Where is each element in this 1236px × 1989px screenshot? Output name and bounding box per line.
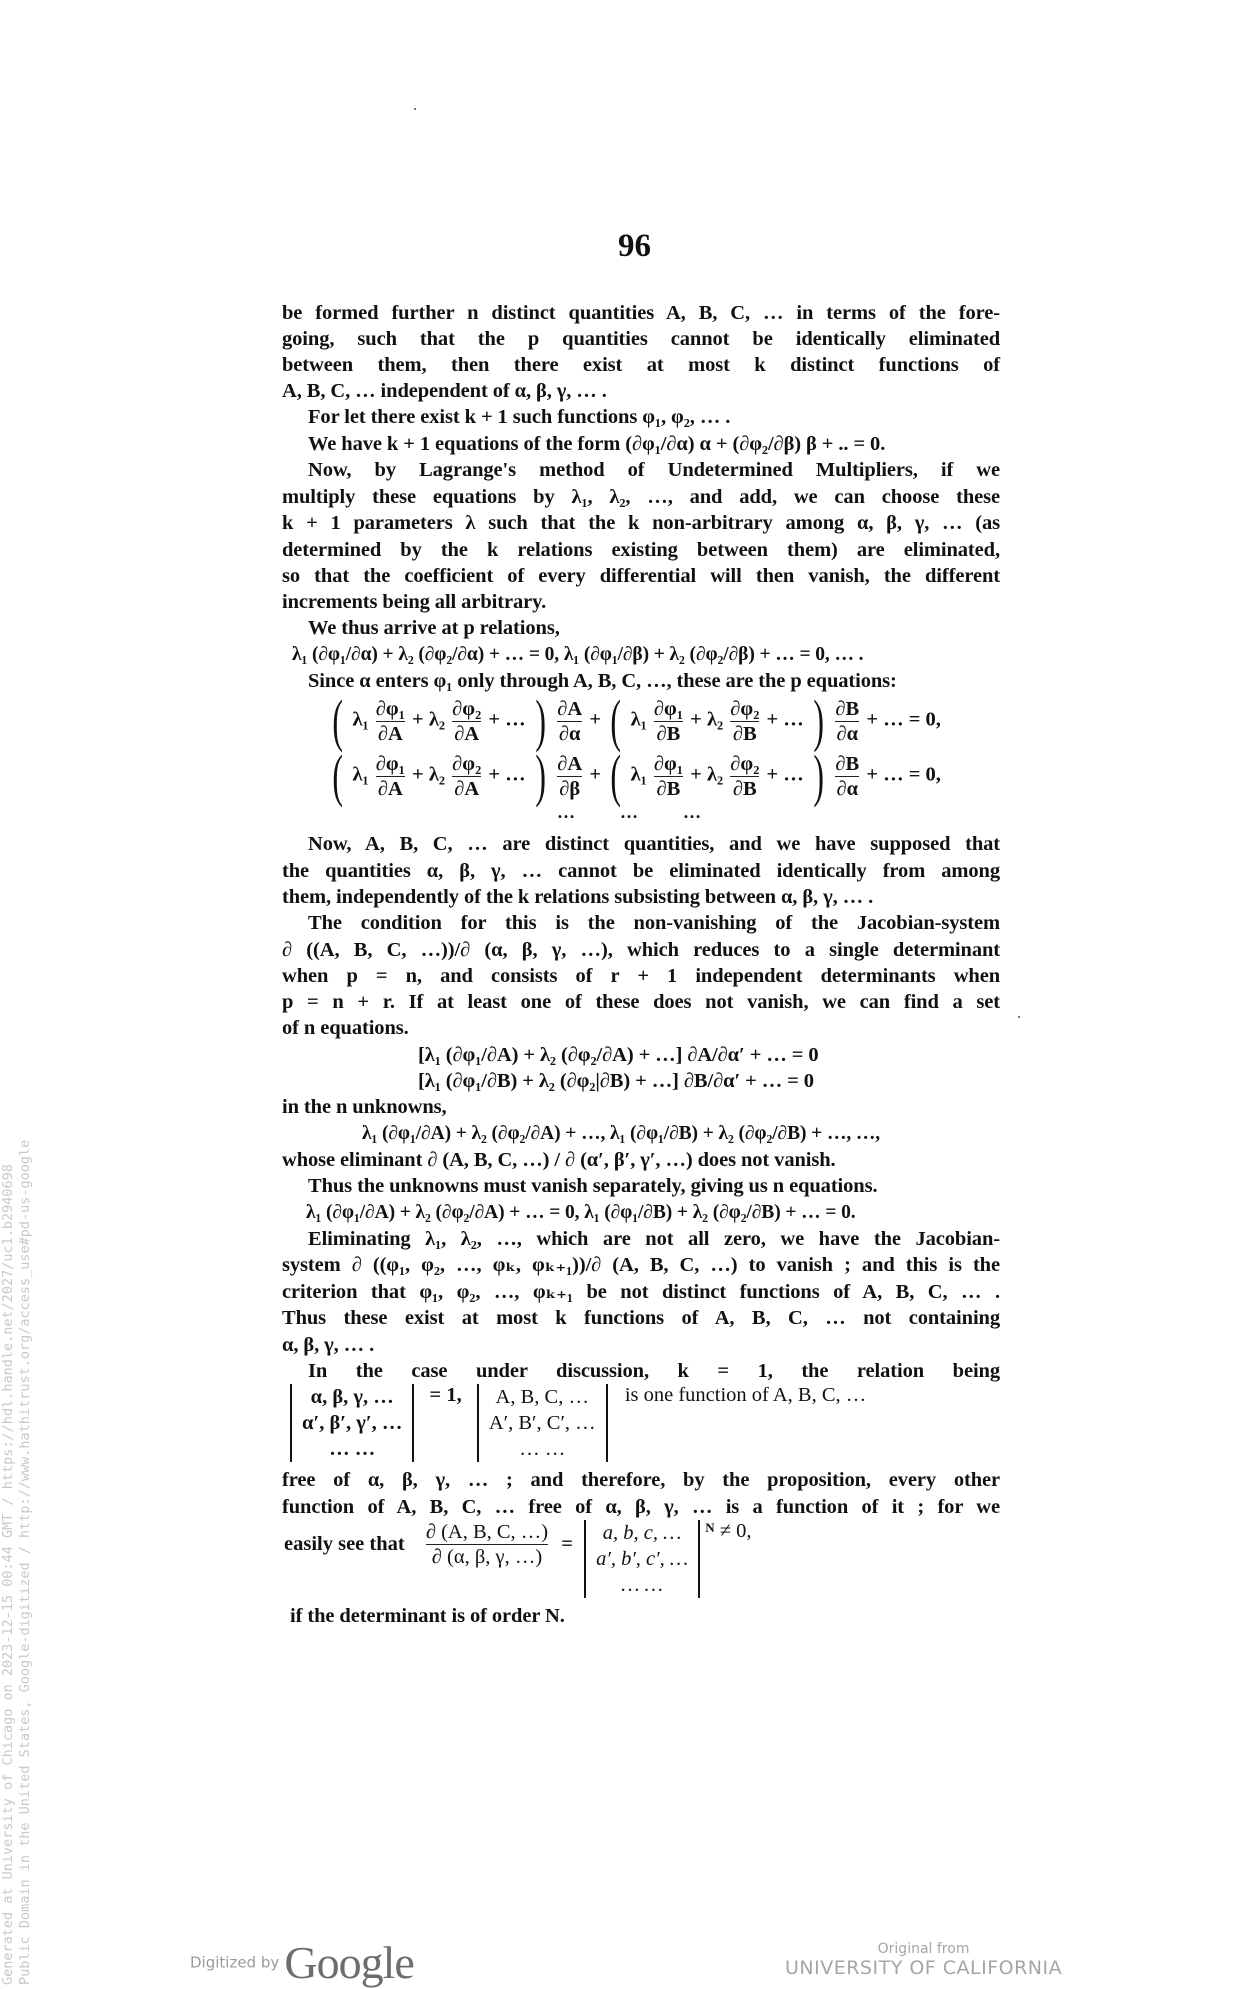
text-line: in the n unknowns, bbox=[282, 1096, 447, 1118]
equation-line: λ₁ (∂φ₁/∂A) + λ₂ (∂φ₂/∂A) + …, λ₁ (∂φ₁/∂B) + λ₂ (∂φ₂/∂B) + …, …, bbox=[362, 1123, 881, 1144]
denominator: ∂A bbox=[377, 722, 403, 745]
lambda-1: λ₁ bbox=[352, 763, 369, 786]
watermark-line: Generated at University of Chicago on 2023-12-15 00:44 GMT / https://hdl.handle.net/2027/uc1.b2940698 bbox=[0, 1164, 16, 1985]
fraction bbox=[730, 697, 759, 746]
equation-tail: + … = 0, bbox=[866, 708, 941, 731]
denominator: ∂α bbox=[558, 722, 581, 745]
text-line: multiply these equations by λ₁, λ₂, …, and add, we can choose these bbox=[282, 486, 1000, 508]
text-line: A, B, C, … independent of α, β, γ, … . bbox=[282, 380, 607, 402]
display-equation-2 bbox=[328, 743, 941, 808]
text-line: so that the coefficient of every differential will then vanish, the different bbox=[282, 565, 1000, 587]
denominator: ∂A bbox=[454, 777, 480, 800]
google-logo: Google bbox=[284, 1937, 414, 1988]
text-line: The condition for this is the non-vanishing of the Jacobian-system bbox=[308, 912, 1000, 934]
lambda-2: λ₂ bbox=[706, 763, 724, 786]
text-line: ∂ ((A, B, C, …))/∂ (α, β, γ, …), which reduces to a single determinant bbox=[282, 939, 1000, 961]
paren-open: ( bbox=[610, 743, 622, 808]
original-from-label: Original from bbox=[877, 1941, 970, 1957]
text-line: We have k + 1 equations of the form (∂φ₁/∂α) α + (∂φ₂/∂β) β + .. = 0. bbox=[308, 433, 886, 455]
determinant-greek bbox=[290, 1384, 414, 1462]
numerator: ∂A bbox=[557, 752, 583, 775]
text-line: Now, A, B, C, … are distinct quantities, and we have supposed that bbox=[308, 833, 1000, 855]
fraction bbox=[557, 697, 582, 746]
denominator: ∂α bbox=[836, 722, 859, 745]
numerator: ∂φ₁ bbox=[653, 752, 683, 775]
text-line: going, such that the p quantities cannot be identically eliminated bbox=[282, 328, 1000, 350]
denominator: ∂B bbox=[732, 777, 757, 800]
lambda-2: λ₂ bbox=[428, 708, 446, 731]
fraction bbox=[835, 752, 859, 801]
numerator: ∂φ₁ bbox=[653, 697, 683, 720]
plus: + bbox=[589, 763, 601, 786]
fraction bbox=[730, 752, 759, 801]
det-row: A, B, C, … bbox=[495, 1386, 589, 1408]
text-fragment: easily see that bbox=[284, 1533, 405, 1555]
denominator: ∂α bbox=[836, 777, 859, 800]
plus: + bbox=[690, 763, 702, 786]
text-line: them, independently of the k relations subsisting between α, β, γ, … . bbox=[282, 886, 874, 908]
equation-line: λ₁ (∂φ₁/∂α) + λ₂ (∂φ₂/∂α) + … = 0, λ₁ (∂φ₁/∂β) + λ₂ (∂φ₂/∂β) + … = 0, … . bbox=[292, 644, 864, 665]
text-line: For let there exist k + 1 such functions φ₁, φ₂, … . bbox=[308, 406, 731, 428]
lambda-1: λ₁ bbox=[630, 763, 647, 786]
plus: + bbox=[690, 708, 702, 731]
text-line: the quantities α, β, γ, … cannot be eliminated identically from among bbox=[282, 860, 1000, 882]
text-line: system ∂ ((φ₁, φ₂, …, φₖ, φₖ₊₁))/∂ (A, B, C, …) to vanish ; and this is the bbox=[282, 1254, 1000, 1276]
fraction bbox=[557, 752, 582, 801]
denominator: ∂ (α, β, γ, …) bbox=[431, 1546, 543, 1568]
text-line: p = n + r. If at least one of these does not vanish, we can find a set bbox=[282, 991, 1000, 1013]
lambda-2: λ₂ bbox=[706, 708, 724, 731]
ellipsis: + … bbox=[766, 763, 804, 786]
fraction bbox=[835, 697, 859, 746]
fraction bbox=[452, 697, 481, 746]
numerator: ∂φ₁ bbox=[375, 697, 405, 720]
text-line: Now, by Lagrange's method of Undetermined Multipliers, if we bbox=[308, 459, 1000, 481]
numerator: ∂φ₂ bbox=[730, 697, 760, 720]
paren-open: ( bbox=[610, 688, 622, 753]
text-line: Thus the unknowns must vanish separately, giving us n equations. bbox=[308, 1175, 878, 1197]
numerator: ∂φ₂ bbox=[452, 697, 482, 720]
jacobian-equation bbox=[284, 1520, 752, 1598]
det-row: α, β, γ, … bbox=[310, 1386, 394, 1408]
lambda-1: λ₁ bbox=[630, 708, 647, 731]
text-line: determined by the k relations existing between them) are eliminated, bbox=[282, 539, 1000, 561]
det-row: … … bbox=[329, 1438, 376, 1460]
equation-line: [λ₁ (∂φ₁/∂B) + λ₂ (∂φ₂|∂B) + …] ∂B/∂α′ + … = 0 bbox=[418, 1070, 814, 1092]
equation-tail: + … = 0, bbox=[866, 763, 941, 786]
fraction bbox=[376, 752, 405, 801]
text-line: criterion that φ₁, φ₂, …, φₖ₊₁ be not distinct functions of A, B, C, … . bbox=[282, 1281, 1000, 1303]
paren-close: ) bbox=[813, 743, 824, 808]
numerator: ∂B bbox=[835, 697, 860, 720]
page-number: 96 bbox=[618, 228, 651, 264]
determinant-relation bbox=[290, 1384, 866, 1462]
equation-line: [λ₁ (∂φ₁/∂A) + λ₂ (∂φ₂/∂A) + …] ∂A/∂α′ + … = 0 bbox=[418, 1044, 819, 1066]
fraction bbox=[654, 697, 683, 746]
watermark-line: Public Domain in the United States, Google-digitized / http://www.hathitrust.org/access_use#pd-us-google bbox=[17, 1139, 33, 1985]
text-line: k + 1 parameters λ such that the k non-arbitrary among α, β, γ, … (as bbox=[282, 512, 1000, 534]
text-line: whose eliminant ∂ (A, B, C, …) / ∂ (α′, β′, γ′, …) does not vanish. bbox=[282, 1149, 836, 1171]
text-line: Thus these exist at most k functions of A, B, C, … not containing bbox=[282, 1307, 1000, 1329]
text-fragment: is one function of A, B, C, … bbox=[624, 1384, 867, 1406]
numerator: ∂A bbox=[557, 697, 583, 720]
jacobian-fraction bbox=[426, 1520, 548, 1569]
det-row: a, b, c, … bbox=[602, 1522, 682, 1544]
display-equation-1 bbox=[328, 688, 941, 753]
denominator: ∂B bbox=[656, 777, 681, 800]
ellipsis: + … bbox=[488, 708, 526, 731]
paren-close: ) bbox=[535, 688, 546, 753]
paren-open: ( bbox=[332, 743, 343, 808]
order-superscript: N bbox=[705, 1520, 715, 1535]
text-line: We thus arrive at p relations, bbox=[308, 617, 560, 639]
text-line: be formed further n distinct quantities A, B, C, … in terms of the fore- bbox=[282, 302, 1000, 324]
denominator: ∂A bbox=[377, 777, 403, 800]
determinant-abc bbox=[584, 1520, 700, 1598]
lambda-2: λ₂ bbox=[428, 763, 446, 786]
numerator: ∂B bbox=[835, 752, 860, 775]
fraction bbox=[452, 752, 481, 801]
det-row: … … bbox=[621, 1574, 663, 1596]
numerator: ∂φ₁ bbox=[375, 752, 405, 775]
denominator: ∂B bbox=[656, 722, 681, 745]
text-line: increments being all arbitrary. bbox=[282, 591, 547, 613]
not-equal-zero: ≠ 0, bbox=[719, 1520, 752, 1542]
denominator: ∂A bbox=[454, 722, 480, 745]
text-line: of n equations. bbox=[282, 1017, 409, 1039]
numerator: ∂φ₂ bbox=[452, 752, 482, 775]
equals-sign: = bbox=[561, 1533, 573, 1555]
paren-close: ) bbox=[813, 688, 824, 753]
det-row: α′, β′, γ′, … bbox=[302, 1412, 403, 1434]
text-line: Since α enters φ₁ only through A, B, C, …, these are the p equations: bbox=[308, 670, 897, 692]
text-line: In the case under discussion, k = 1, the relation being bbox=[308, 1360, 1000, 1382]
original-from bbox=[785, 1941, 1062, 1979]
paren-close: ) bbox=[535, 743, 546, 808]
determinant-latin bbox=[477, 1384, 608, 1462]
text-line: Eliminating λ₁, λ₂, …, which are not all zero, we have the Jacobian- bbox=[308, 1228, 1000, 1250]
scan-speck bbox=[414, 108, 416, 110]
plus: + bbox=[412, 708, 424, 731]
text-line: α, β, γ, … . bbox=[282, 1334, 375, 1356]
digitized-by-google bbox=[190, 1936, 414, 1989]
denominator: ∂B bbox=[732, 722, 757, 745]
denominator: ∂β bbox=[559, 777, 581, 800]
text-line: between them, then there exist at most k distinct functions of bbox=[282, 354, 1000, 376]
lambda-1: λ₁ bbox=[352, 708, 369, 731]
equals-one: = 1, bbox=[429, 1384, 462, 1406]
institution-name: UNIVERSITY OF CALIFORNIA bbox=[785, 1957, 1063, 1979]
fraction bbox=[654, 752, 683, 801]
digitized-label: Digitized by bbox=[190, 1953, 280, 1972]
paren-open: ( bbox=[332, 688, 343, 753]
ellipsis: + … bbox=[766, 708, 804, 731]
text-line: function of A, B, C, … free of α, β, γ, … is a function of it ; for we bbox=[282, 1496, 1000, 1518]
equation-line: λ₁ (∂φ₁/∂A) + λ₂ (∂φ₂/∂A) + … = 0, λ₁ (∂φ₁/∂B) + λ₂ (∂φ₂/∂B) + … = 0. bbox=[306, 1202, 856, 1223]
det-row: A′, B′, C′, … bbox=[488, 1412, 596, 1434]
numerator: ∂φ₂ bbox=[730, 752, 760, 775]
fraction bbox=[376, 697, 405, 746]
det-row: a′, b′, c′, … bbox=[596, 1548, 689, 1570]
text-line: if the determinant is of order N. bbox=[290, 1605, 565, 1627]
det-row: … … bbox=[519, 1438, 566, 1460]
numerator: ∂ (A, B, C, …) bbox=[425, 1521, 549, 1543]
equation-ellipsis: … … … bbox=[557, 802, 701, 822]
hathitrust-watermark bbox=[0, 1140, 34, 1985]
ellipsis: + … bbox=[488, 763, 526, 786]
plus: + bbox=[589, 708, 601, 731]
text-line: when p = n, and consists of r + 1 independent determinants when bbox=[282, 965, 1000, 987]
scan-speck bbox=[1018, 1016, 1020, 1018]
plus: + bbox=[412, 763, 424, 786]
text-line: free of α, β, γ, … ; and therefore, by the proposition, every other bbox=[282, 1469, 1000, 1491]
